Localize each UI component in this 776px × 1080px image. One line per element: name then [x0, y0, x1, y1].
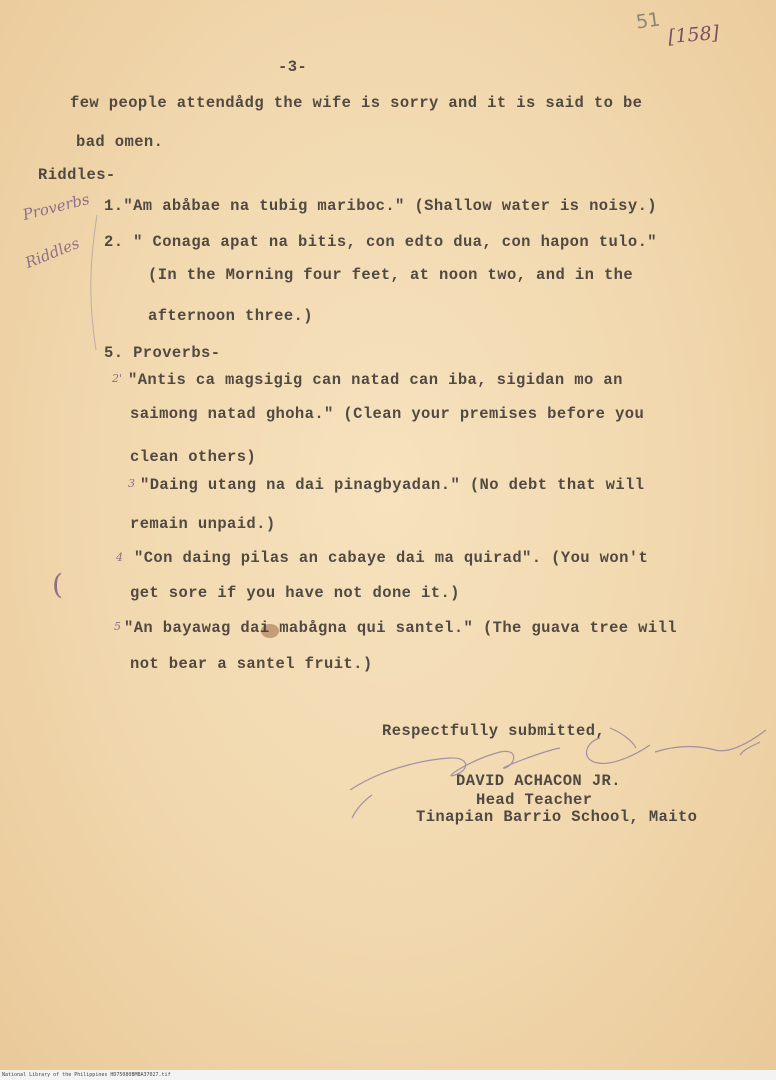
item-number-4: 4	[116, 551, 123, 564]
proverb-line-3: clean others)	[130, 448, 257, 466]
proverbs-heading: 5. Proverbs-	[104, 344, 221, 362]
proverb-line-2: saimong natad ghoha." (Clean your premises before you	[130, 405, 645, 423]
margin-bracket-line	[91, 215, 97, 350]
archive-pencil-number: 51	[634, 8, 662, 34]
proverb-line-5: remain unpaid.)	[130, 515, 276, 533]
intro-line-2: bad omen.	[76, 133, 164, 151]
proverb-line-7: get sore if you have not done it.)	[130, 584, 460, 602]
riddle-line-3: (In the Morning four feet, at noon two, and in the	[148, 266, 634, 284]
page-number: -3-	[278, 58, 308, 76]
signer-school: Tinapian Barrio School, Maito	[416, 808, 698, 826]
signer-title: Head Teacher	[476, 791, 593, 809]
proverb-line-8: "An bayawag dai mabågna qui santel." (The guava tree will	[124, 619, 677, 637]
proverb-line-4: "Daing utang na dai pinagbyadan." (No debt that will	[140, 476, 645, 494]
scan-footer-strip	[0, 1070, 776, 1080]
margin-note-riddles: Riddles	[22, 234, 82, 272]
item-number-3: 3	[128, 477, 135, 490]
proverb-line-1: "Antis ca magsigig can natad can iba, sigidan mo an	[128, 371, 623, 389]
item-number-2: 2'	[112, 372, 123, 385]
margin-parenthesis: (	[52, 568, 63, 601]
proverb-line-6: "Con daing pilas an cabaye dai ma quirad". (You won't	[134, 549, 649, 567]
signer-name: DAVID ACHACON JR.	[456, 772, 621, 790]
scan-footer-text: National Library of the Philippines HD75080BMBA37027.tif	[2, 1072, 171, 1078]
archive-bracket-number: [158]	[667, 21, 720, 49]
item-number-5: 5	[114, 620, 121, 633]
riddle-line-2: 2. " Conaga apat na bitis, con edto dua, con hapon tulo."	[104, 233, 657, 251]
closing-line: Respectfully submitted,	[382, 722, 606, 740]
margin-note-proverbs: Proverbs	[20, 190, 92, 224]
intro-line-1: few people attendådg the wife is sorry and it is said to be	[70, 94, 643, 112]
riddle-line-1: 1."Am abåbae na tubig mariboc." (Shallow water is noisy.)	[104, 197, 657, 215]
riddles-heading: Riddles-	[38, 166, 116, 184]
riddle-line-4: afternoon three.)	[148, 307, 313, 325]
proverb-line-9: not bear a santel fruit.)	[130, 655, 373, 673]
